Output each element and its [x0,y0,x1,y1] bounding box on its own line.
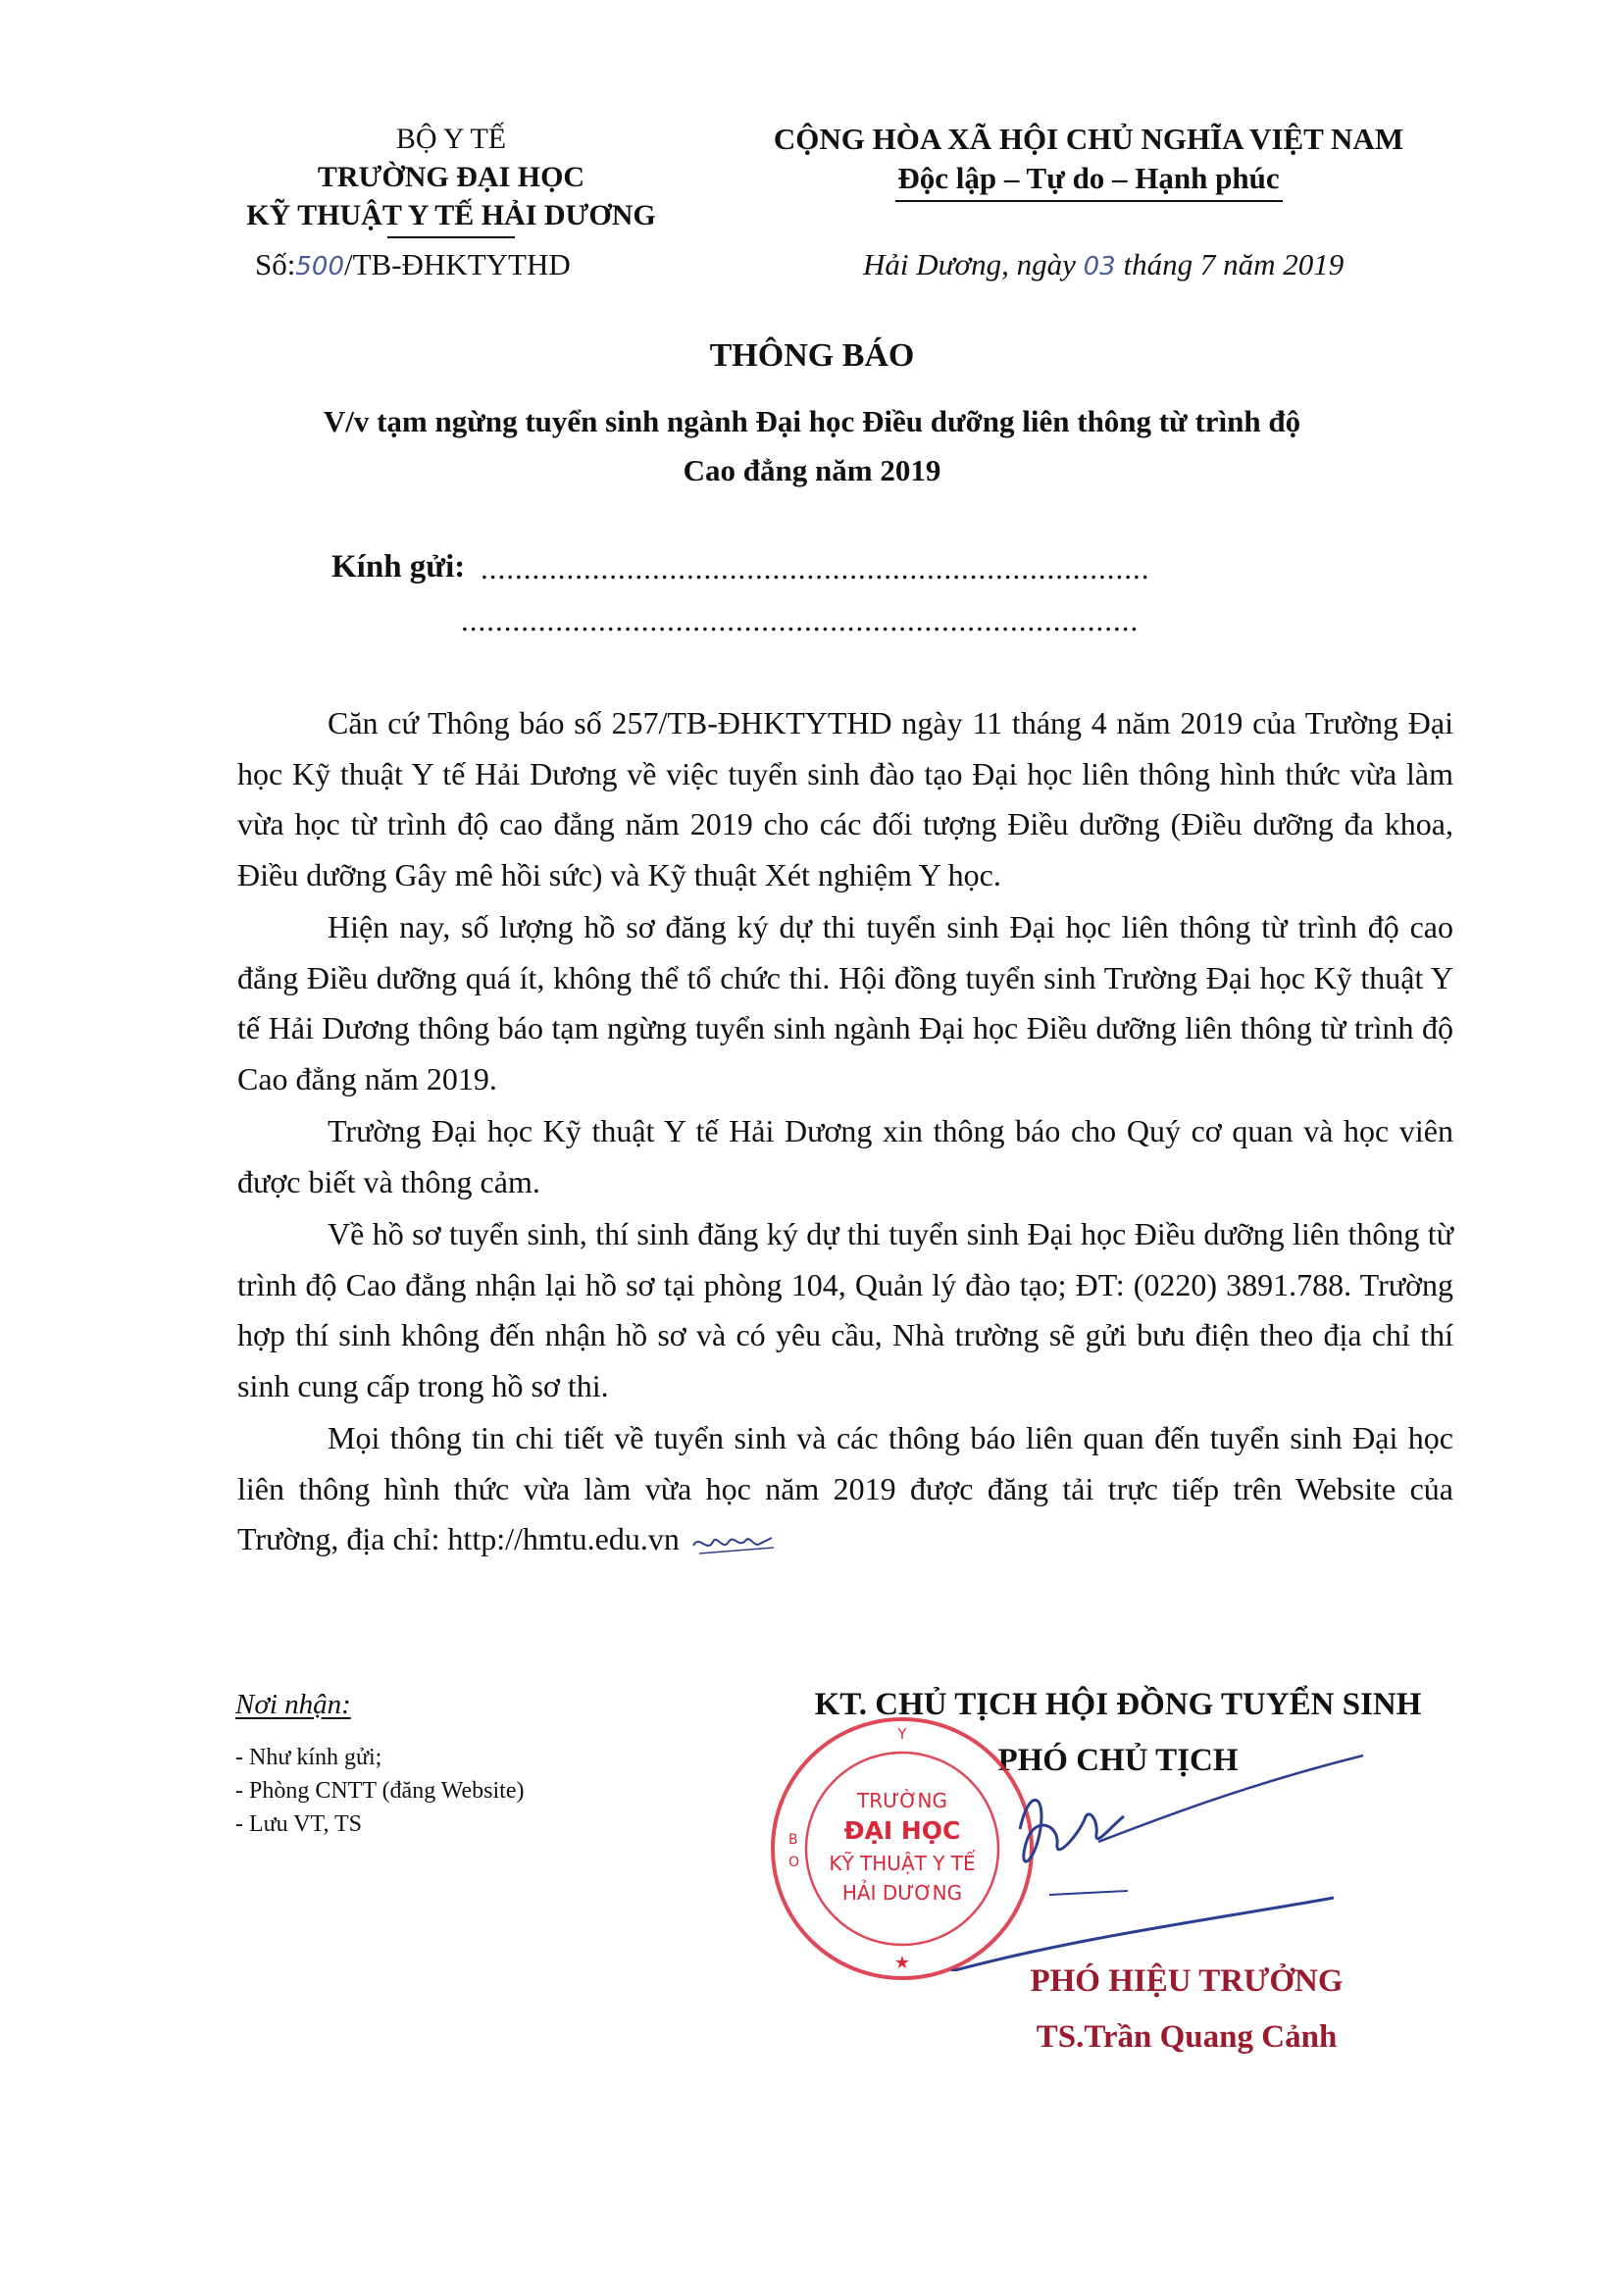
date-day-handwritten: 03 [1083,252,1116,281]
body-paragraph-5 [237,1413,1453,1565]
body-paragraph-4: Về hồ sơ tuyển sinh, thí sinh đăng ký dự thi tuyển sinh Đại học Điều dưỡng liên thông từ trình độ Cao đẳng nhận lại hồ sơ tại phòng 104, Quản lý đào tạo; ĐT: (0220) 3891.788. Trường hợp thí sinh không đến nhận hồ sơ và có yêu cầu, Nhà trường sẽ gửi bưu điện theo địa chỉ thí sinh cung cấp trong hồ sơ thi. [237,1216,1453,1403]
signer-position: PHÓ HIỆU TRƯỞNG [1030,1963,1344,1999]
document-body [237,698,1453,1565]
subtitle-line2: Cao đẳng năm 2019 [683,453,941,487]
signer-block [981,1954,1393,2065]
stamp-line1: TRƯỜNG [857,1789,947,1812]
stamp-line2: ĐẠI HỌC [843,1816,961,1845]
school-name-line2: KỸ THUẬT Y TẾ HẢI DƯƠNG [246,199,656,231]
ministry-name: BỘ Y TẾ [395,123,507,155]
document-number-handwritten: 500 [295,252,344,281]
signer-name: TS.Trần Quang Cảnh [1036,2019,1338,2055]
document-number-suffix: /TB-ĐHKTYTHD [344,247,571,281]
svg-text:B: B [788,1832,798,1848]
body-paragraph-5-text: Mọi thông tin chi tiết về tuyển sinh và các thông báo liên quan đến tuyển sinh Đại học liên thông hình thức vừa làm vừa học năm 2019 được đăng tải trực tiếp trên Website của Trường, địa chỉ: http://hmtu.edu.vn [237,1420,1453,1556]
school-name-line1: TRƯỜNG ĐẠI HỌC [317,161,585,193]
recipients-label: Nơi nhận: [235,1689,351,1720]
recipient-dots-line2: ............................................................................... [461,603,1140,637]
document-title: THÔNG BÁO [709,337,915,374]
motto-underline [895,200,1283,202]
body-paragraph-1: Căn cứ Thông báo số 257/TB-ĐHKTYTHD ngày 11 tháng 4 năm 2019 của Trường Đại học Kỹ thuật Y tế Hải Dương về việc tuyển sinh đào tạo Đại học liên thông hình thức vừa làm vừa học từ trình độ cao đẳng năm 2019 cho các đối tượng Điều dưỡng (Điều dưỡng đa khoa, Điều dưỡng Gây mê hồi sức) và Kỹ thuật Xét nghiệm Y học. [237,705,1453,892]
recipient-label: Kính gửi: [331,549,466,585]
date-prefix: Hải Dương, ngày [863,247,1076,281]
date-suffix: tháng 7 năm 2019 [1123,247,1345,281]
svg-text:★: ★ [893,1953,911,1973]
body-paragraph-2: Hiện nay, số lượng hồ sơ đăng ký dự thi tuyển sinh Đại học liên thông từ trình độ cao đẳng Điều dưỡng quá ít, không thể tổ chức thi. Hội đồng tuyển sinh Trường Đại học Kỹ thuật Y tế Hải Dương thông báo tạm ngừng tuyển sinh ngành Đại học Điều dưỡng liên thông từ trình độ Cao đẳng năm 2019. [237,909,1453,1096]
national-header [755,120,1422,202]
recipients-list [235,1741,524,1841]
signer-title-line1: KT. CHỦ TỊCH HỘI ĐỒNG TUYỂN SINH [814,1687,1422,1722]
signer-title-line2: PHÓ CHỦ TỊCH [997,1743,1239,1778]
body-paragraph-3: Trường Đại học Kỹ thuật Y tế Hải Dương xin thông báo cho Quý cơ quan và học viên được biết và thông cảm. [237,1113,1453,1199]
handwritten-signature-icon [932,1726,1383,1971]
stamp-line4: HẢI DƯƠNG [841,1881,963,1905]
recipients-item: - Phòng CNTT (đăng Website) [235,1778,525,1804]
svg-text:O: O [788,1855,800,1870]
recipients-item: - Lưu VT, TS [235,1811,363,1837]
document-number-prefix: Số: [255,247,296,281]
document-number [255,247,571,282]
initial-scribble-icon [689,1526,778,1559]
stamp-line3: KỸ THUẬT Y TẾ [829,1852,976,1875]
recipients-item: - Như kính gửi; [235,1745,382,1770]
issuer-block [206,120,696,238]
nation-name: CỘNG HÒA XÃ HỘI CHỦ NGHĨA VIỆT NAM [773,122,1404,156]
issuer-underline [387,236,515,238]
subtitle-line1: V/v tạm ngừng tuyển sinh ngành Đại học Điều dưỡng liên thông từ trình độ [323,404,1301,438]
recipient-dots-line1: .............................................................................. [481,551,1150,585]
document-date [863,247,1344,282]
document-subtitle [255,397,1369,495]
national-motto: Độc lập – Tự do – Hạnh phúc [897,161,1280,195]
svg-text:Y: Y [897,1725,907,1743]
